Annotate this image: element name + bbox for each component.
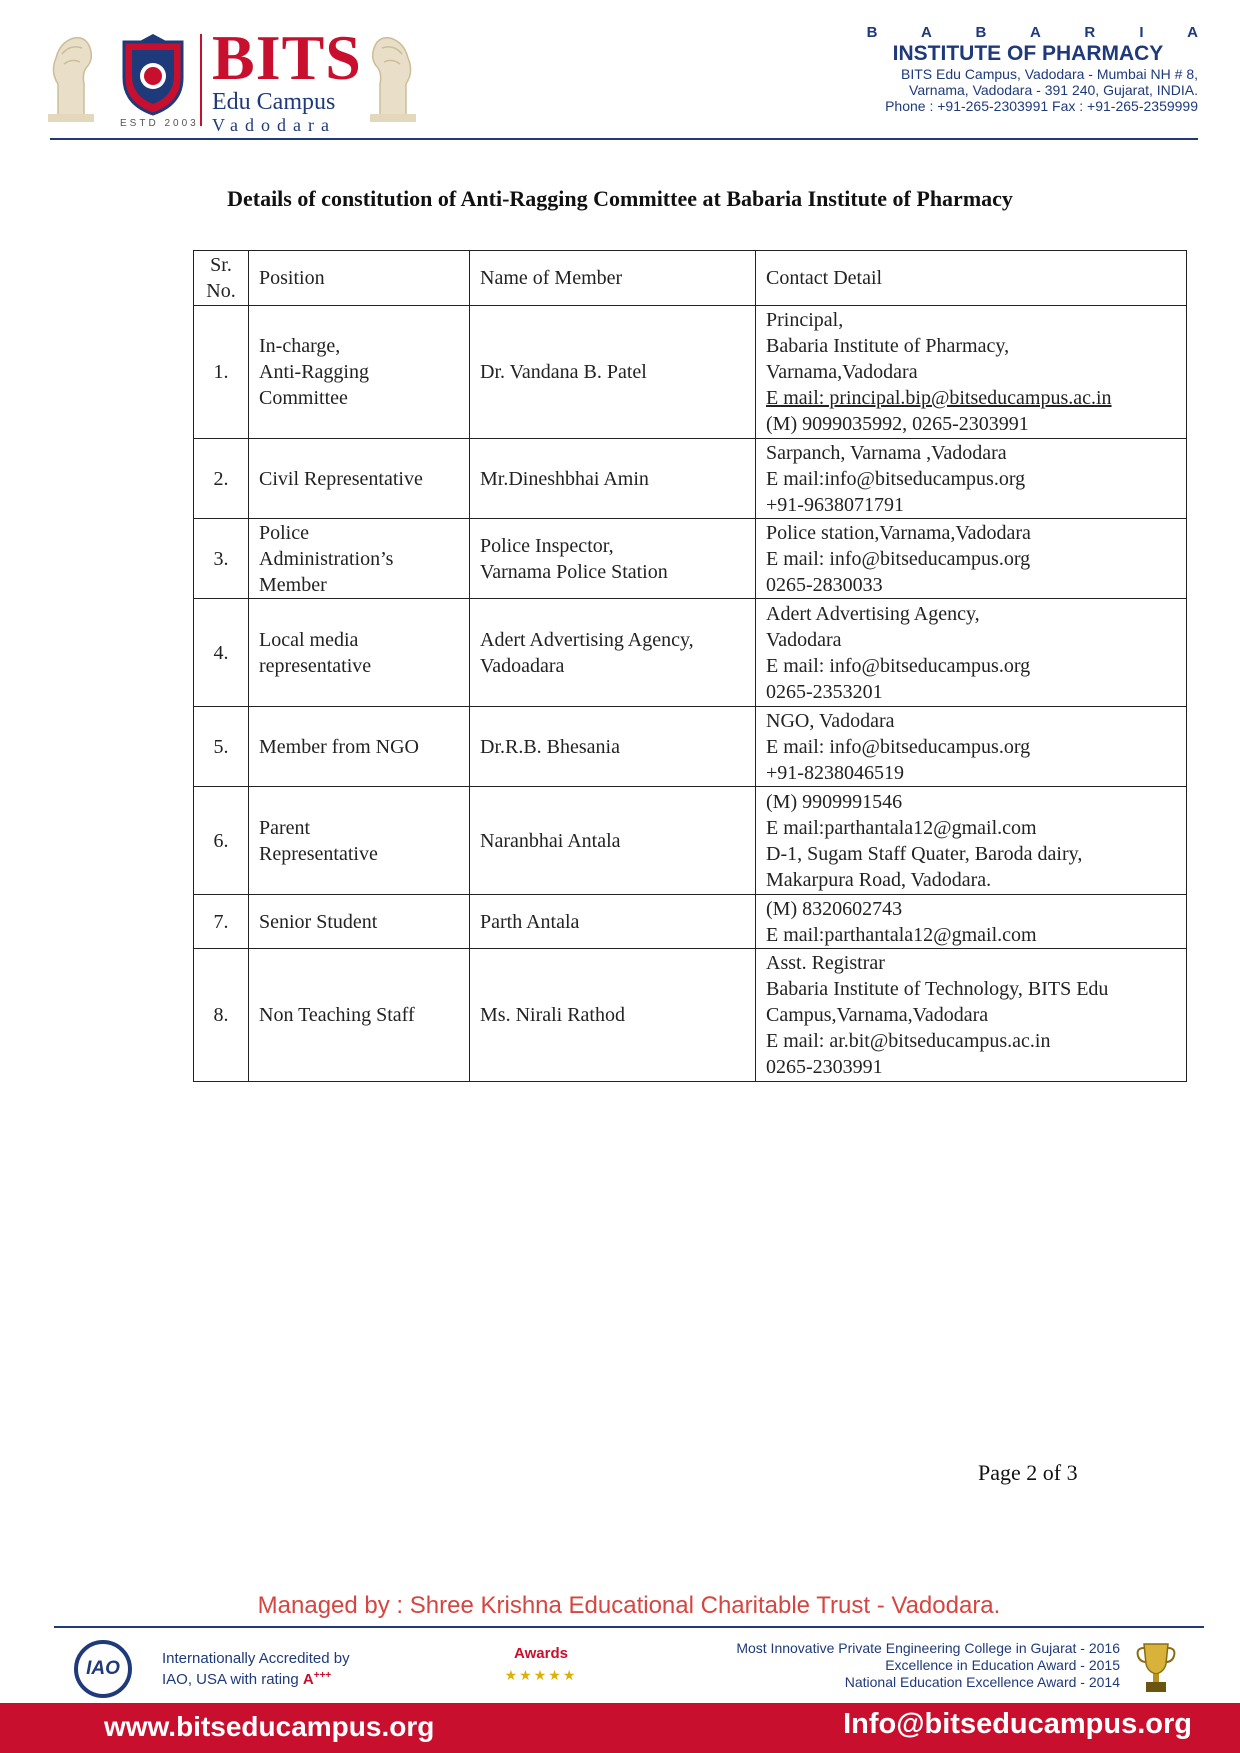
document-title: Details of constitution of Anti-Ragging Committee at Babaria Institute of Pharmacy: [227, 186, 1013, 211]
logo-area: [40, 18, 440, 135]
contact-line: Asst. Registrar: [766, 952, 885, 974]
cell-sr-no: 3.: [194, 519, 249, 599]
member-name-line: Vadoadara: [480, 654, 565, 677]
rating-sup: +++: [313, 1670, 332, 1681]
cell-sr-no: 8.: [194, 949, 249, 1082]
position-line: In-charge,: [259, 335, 341, 357]
address-line-1: BITS Edu Campus, Vadodara - Mumbai NH # 8,: [901, 66, 1198, 82]
cell-contact: [756, 949, 1187, 1082]
table-row: [194, 519, 1187, 599]
award-item: Most Innovative Private Engineering College in Gujarat - 2016: [736, 1640, 1120, 1656]
contact-line: Makarpura Road, Vadodara.: [766, 868, 992, 891]
brand-subtitle: Edu Campus: [212, 89, 336, 115]
contact-line: E mail: ar.bit@bitseducampus.ac.in: [766, 1030, 1051, 1052]
contact-line: Varnama,Vadodara: [766, 361, 918, 383]
position-line: Local media: [259, 628, 359, 651]
position-line: Non Teaching Staff: [259, 1004, 415, 1026]
brand-name: BITS: [212, 22, 362, 93]
cell-position: [249, 519, 470, 599]
cell-sr-no: 5.: [194, 707, 249, 787]
table-row: [194, 306, 1187, 439]
committee-table: [193, 250, 1187, 1082]
contact-line: 0265-2830033: [766, 573, 883, 596]
awards-block: [496, 1644, 586, 1686]
header-divider: [50, 138, 1198, 140]
cell-position: [249, 787, 470, 895]
position-line: Member: [259, 573, 327, 596]
contact-line: Babaria Institute of Technology, BITS Edu: [766, 978, 1109, 1000]
managed-by: Managed by : Shree Krishna Educational Charitable Trust - Vadodara.: [257, 1592, 1001, 1619]
cell-contact: [756, 439, 1187, 519]
trophy-icon: [1134, 1640, 1178, 1696]
email-link[interactable]: E mail: principal.bip@bitseducampus.ac.in: [766, 387, 1112, 409]
table-row: [194, 787, 1187, 895]
contact-line: 0265-2303991: [766, 1056, 883, 1078]
header-name: Name of Member: [470, 251, 756, 306]
website-link[interactable]: www.bitseducampus.org: [104, 1711, 435, 1742]
member-name-line: Ms. Nirali Rathod: [480, 1004, 625, 1026]
header-sr-line: No.: [206, 280, 236, 302]
cell-sr-no: 6.: [194, 787, 249, 895]
table-row: [194, 439, 1187, 519]
contact-line: (M) 9909991546: [766, 790, 903, 813]
member-name-line: Mr.Dineshbhai Amin: [480, 467, 649, 490]
position-line: Civil Representative: [259, 467, 423, 490]
header-sr-line: Sr.: [210, 254, 232, 276]
iao-logo-icon: IAO: [74, 1640, 132, 1698]
lion-emblem-right-icon: [362, 24, 424, 124]
award-item: Excellence in Education Award - 2015: [885, 1657, 1120, 1673]
contact-line: Police station,Varnama,Vadodara: [766, 521, 1031, 544]
position-line: Committee: [259, 387, 348, 409]
cell-sr-no: 2.: [194, 439, 249, 519]
cell-sr-no: 7.: [194, 895, 249, 949]
institute-block: [758, 24, 1218, 114]
position-line: representative: [259, 654, 372, 677]
lion-emblem-left-icon: [40, 24, 102, 124]
contact-line: NGO, Vadodara: [766, 709, 895, 732]
logo-divider: [200, 34, 202, 126]
contact-line: (M) 9099035992, 0265-2303991: [766, 413, 1029, 435]
cell-position: [249, 949, 470, 1082]
cell-member-name: [470, 519, 756, 599]
cell-member-name: [470, 306, 756, 439]
cell-member-name: [470, 949, 756, 1082]
phone-line: Phone : +91-265-2303991 Fax : +91-265-2359999: [885, 98, 1198, 114]
member-name-line: Naranbhai Antala: [480, 829, 621, 852]
contact-line: E mail: info@bitseducampus.org: [766, 735, 1031, 758]
table-row: [194, 949, 1187, 1082]
contact-line: E mail: info@bitseducampus.org: [766, 547, 1031, 570]
brand-city: Vadodara: [212, 115, 336, 135]
contact-line: D-1, Sugam Staff Quater, Baroda dairy,: [766, 842, 1083, 865]
position-line: Administration’s: [259, 547, 394, 570]
accreditation: [162, 1650, 350, 1688]
position-line: Member from NGO: [259, 735, 419, 758]
cell-position: [249, 895, 470, 949]
institute-name: INSTITUTE OF PHARMACY: [892, 42, 1164, 65]
cell-position: [249, 306, 470, 439]
header-sr-no: [194, 251, 249, 306]
position-line: Representative: [259, 842, 378, 865]
contact-line: E mail:parthantala12@gmail.com: [766, 923, 1037, 946]
cell-position: [249, 439, 470, 519]
member-name-line: Varnama Police Station: [480, 560, 668, 583]
member-name-line: Adert Advertising Agency,: [480, 628, 694, 651]
contact-line: +91-9638071791: [766, 493, 904, 516]
institute-prefix: B A B A R I A: [866, 24, 1218, 41]
member-name-line: Parth Antala: [480, 910, 580, 933]
rating-grade: A: [302, 1671, 314, 1688]
award-list: [600, 1640, 1120, 1691]
cell-contact: [756, 707, 1187, 787]
position-line: Anti-Ragging: [259, 361, 369, 383]
position-line: Police: [259, 521, 309, 544]
cell-member-name: [470, 439, 756, 519]
contact-line: Sarpanch, Varnama ,Vadodara: [766, 441, 1007, 464]
header-contact: Contact Detail: [756, 251, 1187, 306]
contact-line: 0265-2353201: [766, 680, 883, 703]
table-row: [194, 707, 1187, 787]
table-row: [194, 599, 1187, 707]
table-header-row: [194, 251, 1187, 306]
cell-contact: [756, 599, 1187, 707]
contact-line: E mail:parthantala12@gmail.com: [766, 816, 1037, 839]
contact-line: Adert Advertising Agency,: [766, 602, 980, 625]
accreditation-line-1: Internationally Accredited by: [162, 1650, 350, 1667]
award-item: National Education Excellence Award - 2014: [844, 1674, 1120, 1690]
contact-line: +91-8238046519: [766, 761, 904, 784]
accreditation-line-2: [162, 1667, 350, 1688]
cell-member-name: [470, 707, 756, 787]
contact-line: E mail:info@bitseducampus.org: [766, 467, 1026, 490]
rating: [303, 1671, 331, 1688]
star-rating-icon: ★★★★★: [504, 1667, 578, 1683]
contact-line: (M) 8320602743: [766, 897, 903, 920]
cell-contact: [756, 895, 1187, 949]
brand: [212, 22, 362, 136]
cell-contact: [756, 787, 1187, 895]
contact-line: Principal,: [766, 309, 844, 331]
cell-position: [249, 599, 470, 707]
awards-title: Awards: [514, 1645, 568, 1662]
email-link[interactable]: Info@bitseducampus.org: [843, 1708, 1192, 1740]
contact-line: E mail: info@bitseducampus.org: [766, 654, 1031, 677]
contact-line: Campus,Varnama,Vadodara: [766, 1004, 989, 1026]
accreditation-text: IAO, USA with rating: [162, 1671, 299, 1688]
address-line-2: Varnama, Vadodara - 391 240, Gujarat, INDIA.: [909, 82, 1198, 98]
cell-contact: [756, 519, 1187, 599]
member-name-line: Dr. Vandana B. Patel: [480, 361, 647, 383]
cell-sr-no: 4.: [194, 599, 249, 707]
cell-member-name: [470, 787, 756, 895]
table-row: [194, 895, 1187, 949]
bits-crest-icon: [118, 32, 188, 118]
position-line: Senior Student: [259, 910, 378, 933]
contact-line: Vadodara: [766, 628, 842, 651]
member-name-line: Police Inspector,: [480, 534, 614, 557]
cell-member-name: [470, 895, 756, 949]
footer-divider: [54, 1626, 1204, 1628]
cell-position: [249, 707, 470, 787]
contact-line: Babaria Institute of Pharmacy,: [766, 335, 1010, 357]
position-line: Parent: [259, 816, 311, 839]
cell-sr-no: 1.: [194, 306, 249, 439]
page-number: Page 2 of 3: [978, 1460, 1078, 1485]
cell-member-name: [470, 599, 756, 707]
cell-contact: [756, 306, 1187, 439]
header-position: Position: [249, 251, 470, 306]
estd-text: ESTD 2003: [120, 118, 199, 129]
member-name-line: Dr.R.B. Bhesania: [480, 735, 620, 758]
